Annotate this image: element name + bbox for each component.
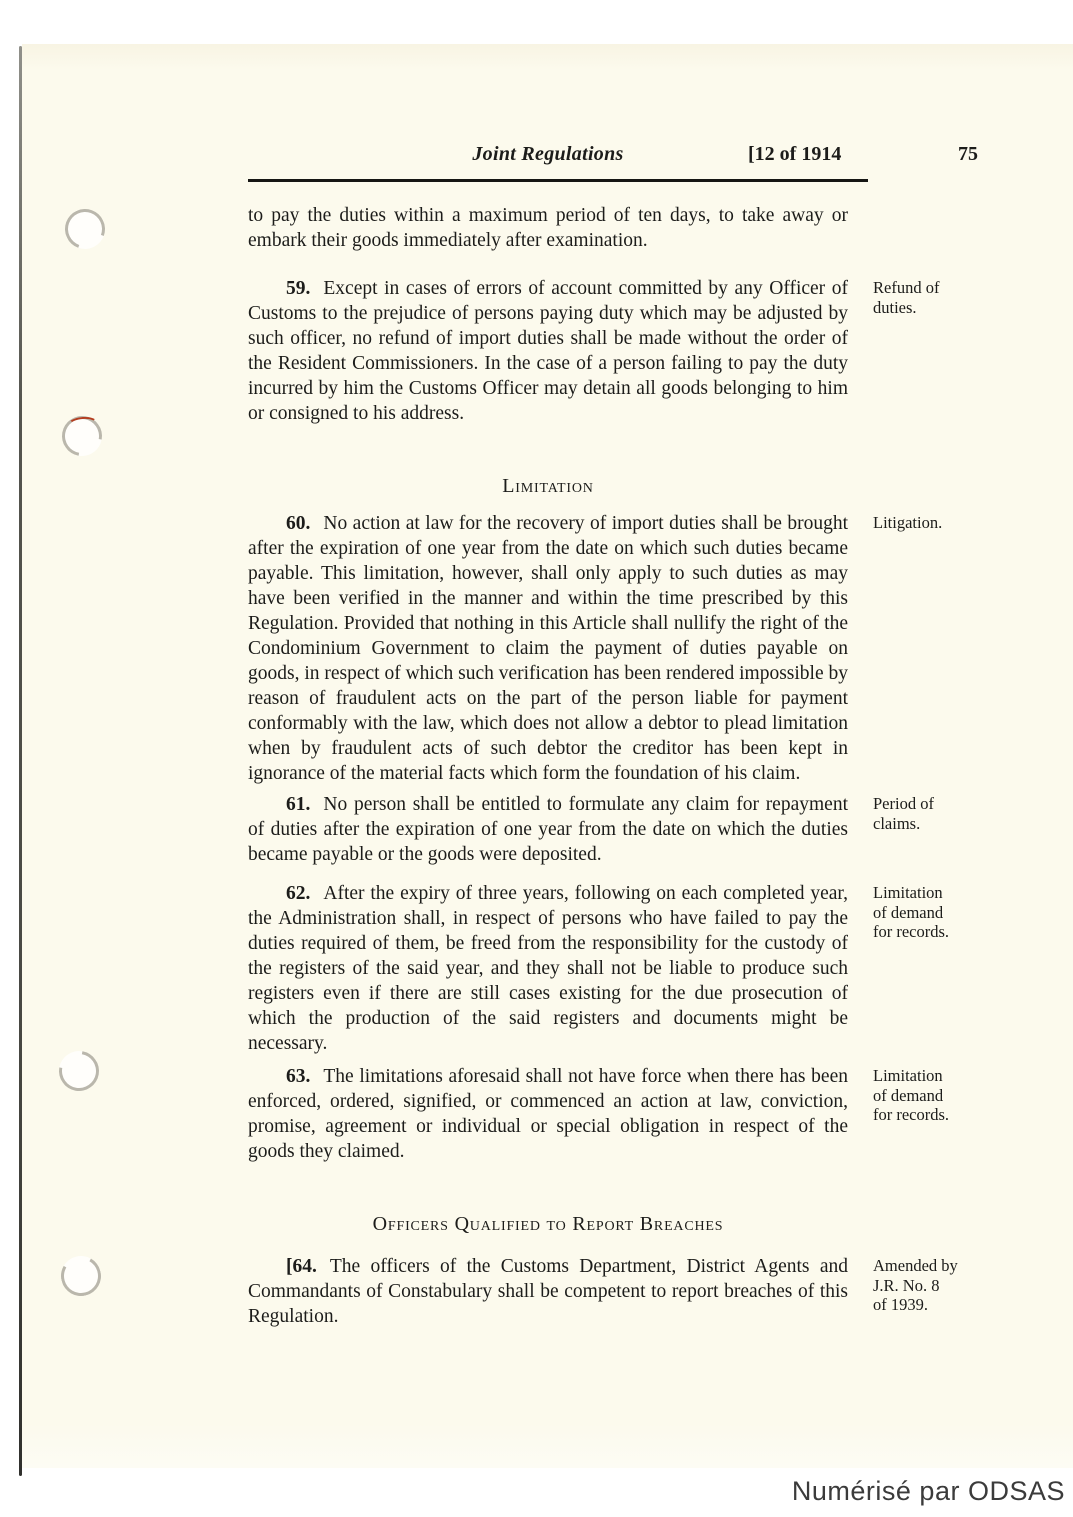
- paragraph-text: Except in cases of errors of account committed by any Officer of Customs to the prejudice of persons paying duty which may be adjusted by such officer, no refund of import duties shall be made without the order of the Resident Commissioners. In the case of a person failing to pay the duty incurred by him the Customs Officer may detain all goods belonging to him or consigned to his address.: [248, 278, 848, 424]
- paragraph-59: [248, 276, 940, 426]
- paragraph-63: [248, 1064, 950, 1164]
- margin-note: [873, 1066, 981, 1125]
- document-body: [248, 143, 978, 1329]
- paragraph-text: After the expiry of three years, following on each completed year, the Administration shall, in respect of persons who have failed to pay the duties required of them, be freed from the responsibility for the custody of the registers of the said year, and they shall not be liable to produce such registers even if there are still cases existing for the due prosecution of which the production of the said registers and documents might be necessary.: [248, 883, 848, 1054]
- margin-note-line: Limitation: [873, 883, 943, 902]
- paragraph-text: The limitations aforesaid shall not have force when there has been enforced, ordered, signified, or commenced an action at law, conviction, promise, agreement or individual or special obligation in respect of the goods they claimed.: [248, 1066, 848, 1162]
- margin-note-line: of demand: [873, 902, 944, 922]
- margin-note-line: Amended by: [873, 1256, 958, 1275]
- margin-note-line: Refund of: [873, 278, 940, 297]
- margin-note-line: for records.: [873, 1105, 950, 1124]
- margin-note-line: of demand: [873, 1085, 944, 1105]
- paragraph-number: 61.: [286, 794, 311, 815]
- header-page-number: 75: [958, 143, 978, 165]
- paragraph-text: The officers of the Customs Department, District Agents and Commandants of Constabulary shall be competent to report breaches of this Regulation.: [248, 1256, 848, 1327]
- margin-note-line: for records.: [873, 922, 950, 941]
- paragraph-number: 63.: [286, 1066, 311, 1087]
- margin-note: [873, 794, 981, 833]
- margin-note-line: Period of: [873, 794, 934, 813]
- section-heading-officers: Officers Qualified to Report Breaches: [372, 1213, 724, 1235]
- margin-note-line: of 1939.: [873, 1295, 928, 1314]
- margin-note: [873, 883, 981, 942]
- paragraph-number: 60.: [286, 513, 311, 534]
- intro-paragraph: [248, 203, 848, 253]
- margin-note: [873, 513, 981, 533]
- scan-watermark: Numérisé par ODSAS: [791, 1476, 1065, 1506]
- paragraph-64: [248, 1254, 958, 1329]
- margin-note-line: claims.: [873, 813, 921, 833]
- paragraph-number: 62.: [286, 883, 311, 904]
- margin-note-line: Litigation.: [873, 513, 943, 532]
- section-heading-limitation: Limitation: [502, 475, 594, 497]
- paragraph-text: No person shall be entitled to formulate any claim for repayment of duties after the expiration of one year from the date on which the duties became payable or the goods were deposited.: [248, 794, 848, 865]
- paragraph-61: [248, 792, 934, 867]
- intro-paragraph-text: to pay the duties within a maximum period of ten days, to take away or embark their goods immediately after examination.: [248, 205, 848, 251]
- header-rule: [248, 179, 868, 182]
- page-edge-shadow: [19, 46, 22, 1476]
- paragraph-62: [248, 881, 950, 1056]
- margin-note-line: duties.: [873, 297, 917, 317]
- paragraph-60: [248, 511, 943, 786]
- margin-note: [873, 278, 981, 317]
- paragraph-number: [64.: [286, 1256, 317, 1277]
- paragraph-text: No action at law for the recovery of import duties shall be brought after the expiration of one year from the date on which such duties became payable. This limitation, however, shall only apply to such duties as may have been verified in the manner and within the time prescribed by this Regulation. Provided that nothing in this Article shall nullify the right of the Condominium Government to claim the payment of duties payable on goods, in respect of which such verification has been rendered impossible by reason of fraudulent acts on the part of the person liable for payment conformably with the law, which does not allow a debtor to plead limitation when by fraudulent acts of such debtor the creditor has been kept in ignorance of the material facts which form the foundation of his claim.: [248, 513, 848, 784]
- margin-note: [873, 1256, 981, 1315]
- paragraph-number: 59.: [286, 278, 311, 299]
- header-regulation-ref: [12 of 1914: [748, 143, 842, 165]
- margin-note-line: Limitation: [873, 1066, 943, 1085]
- page-header: [248, 143, 978, 169]
- header-title: Joint Regulations: [472, 143, 624, 165]
- margin-note-line: J.R. No. 8: [873, 1275, 940, 1295]
